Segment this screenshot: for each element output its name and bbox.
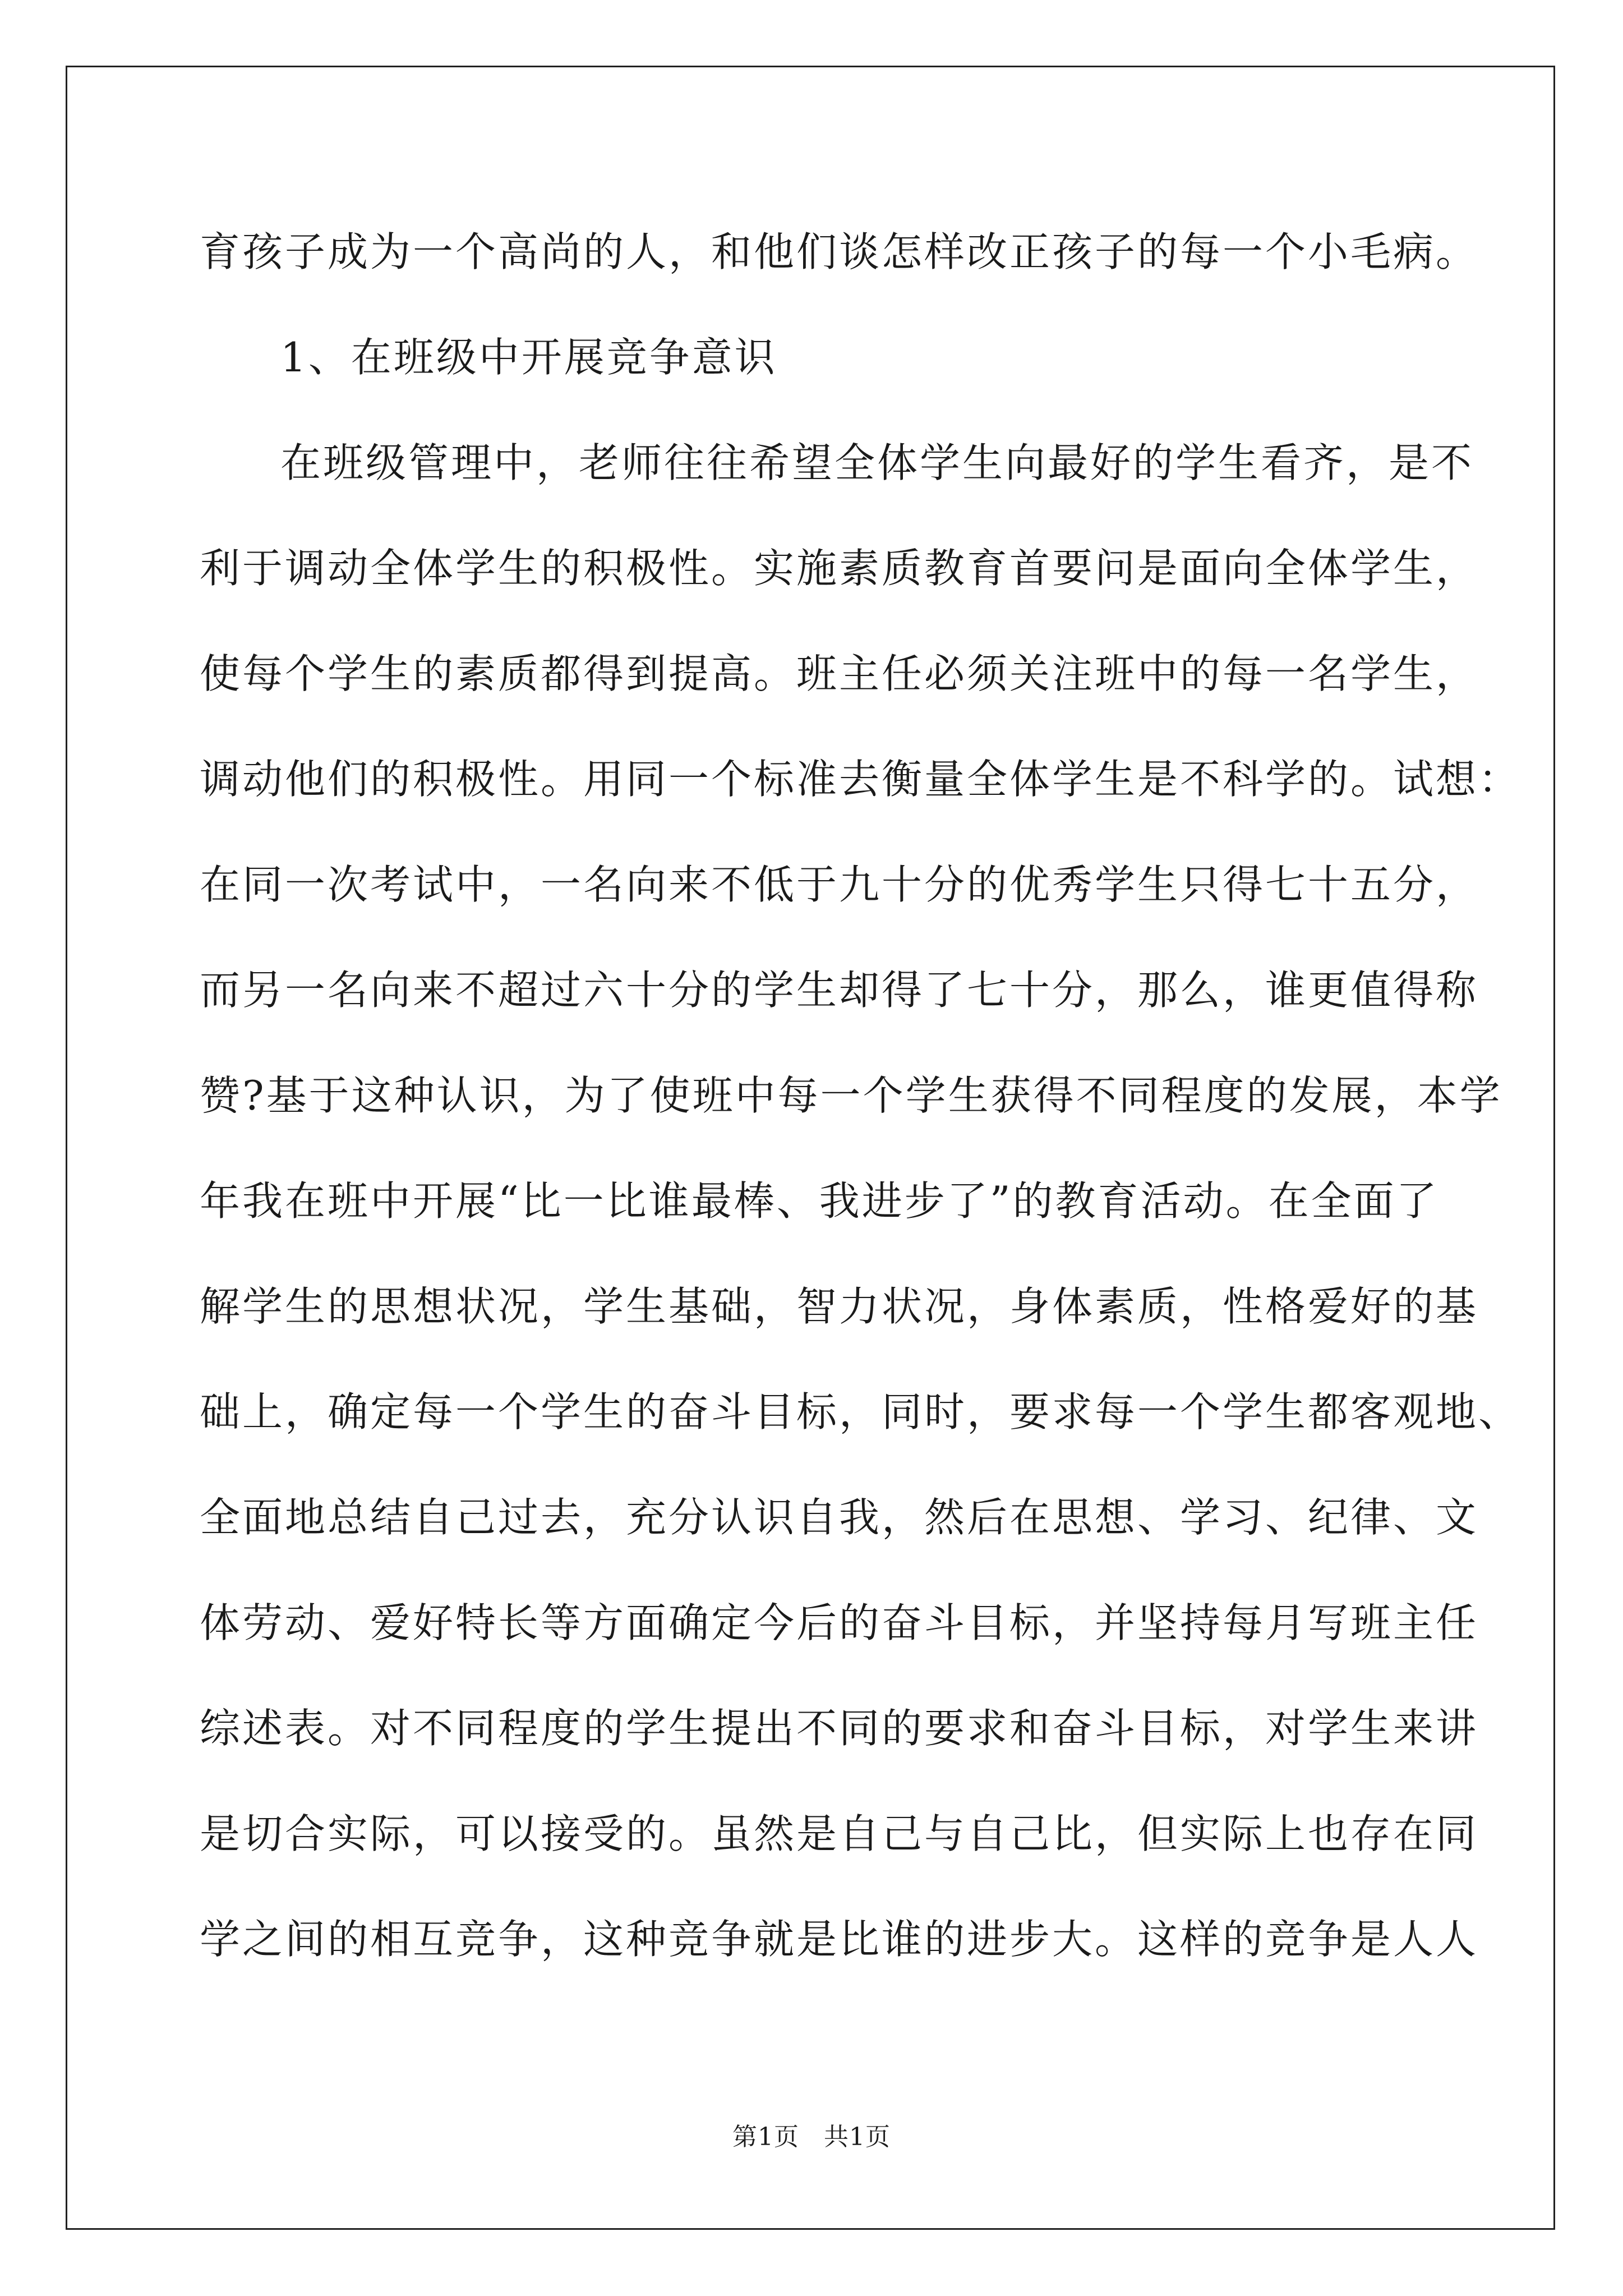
paragraph-line: 在班级管理中，老师往往希望全体学生向最好的学生看齐，是不 (280, 439, 1474, 486)
page-number: 第1页 (732, 2123, 799, 2151)
paragraph-line: 利于调动全体学生的积极性。实施素质教育首要问是面向全体学生， (200, 545, 1479, 592)
paragraph-line: 调动他们的积极性。用同一个标准去衡量全体学生是不科学的。试想： (200, 756, 1521, 803)
paragraph-line: 解学生的思想状况，学生基础，智力状况，身体素质，性格爱好的基 (200, 1283, 1479, 1330)
paragraph-line: 综述表。对不同程度的学生提出不同的要求和奋斗目标，对学生来讲 (200, 1705, 1479, 1752)
paragraph-line: 学之间的相互竞争，这种竞争就是比谁的进步大。这样的竞争是人人 (200, 1916, 1479, 1963)
paragraph-line: 赞?基于这种认识，为了使班中每一个学生获得不同程度的发展，本学 (200, 1072, 1502, 1119)
paragraph-line: 使每个学生的素质都得到提高。班主任必须关注班中的每一名学生， (200, 650, 1479, 697)
paragraph-line: 育孩子成为一个高尚的人，和他们谈怎样改正孩子的每一个小毛病。 (200, 228, 1479, 275)
paragraph-line: 年我在班中开展“比一比谁最棒、我进步了”的教育活动。在全面了 (200, 1177, 1439, 1225)
section-heading: 1、在班级中开展竞争意识 (280, 334, 777, 381)
paragraph-line: 础上，确定每一个学生的奋斗目标，同时，要求每一个学生都客观地、 (200, 1388, 1521, 1435)
paragraph-line: 体劳动、爱好特长等方面确定今后的奋斗目标，并坚持每月写班主任 (200, 1599, 1479, 1646)
document-body (200, 199, 1521, 1992)
paragraph-line: 是切合实际，可以接受的。虽然是自己与自己比，但实际上也存在同 (200, 1810, 1479, 1857)
paragraph-line: 全面地总结自己过去，充分认识自我，然后在思想、学习、纪律、文 (200, 1494, 1479, 1541)
page-footer (0, 2120, 1623, 2154)
paragraph-line: 在同一次考试中，一名向来不低于九十分的优秀学生只得七十五分， (200, 861, 1479, 908)
page-total: 共1页 (824, 2123, 891, 2151)
paragraph-line: 而另一名向来不超过六十分的学生却得了七十分，那么，谁更值得称 (200, 967, 1479, 1014)
